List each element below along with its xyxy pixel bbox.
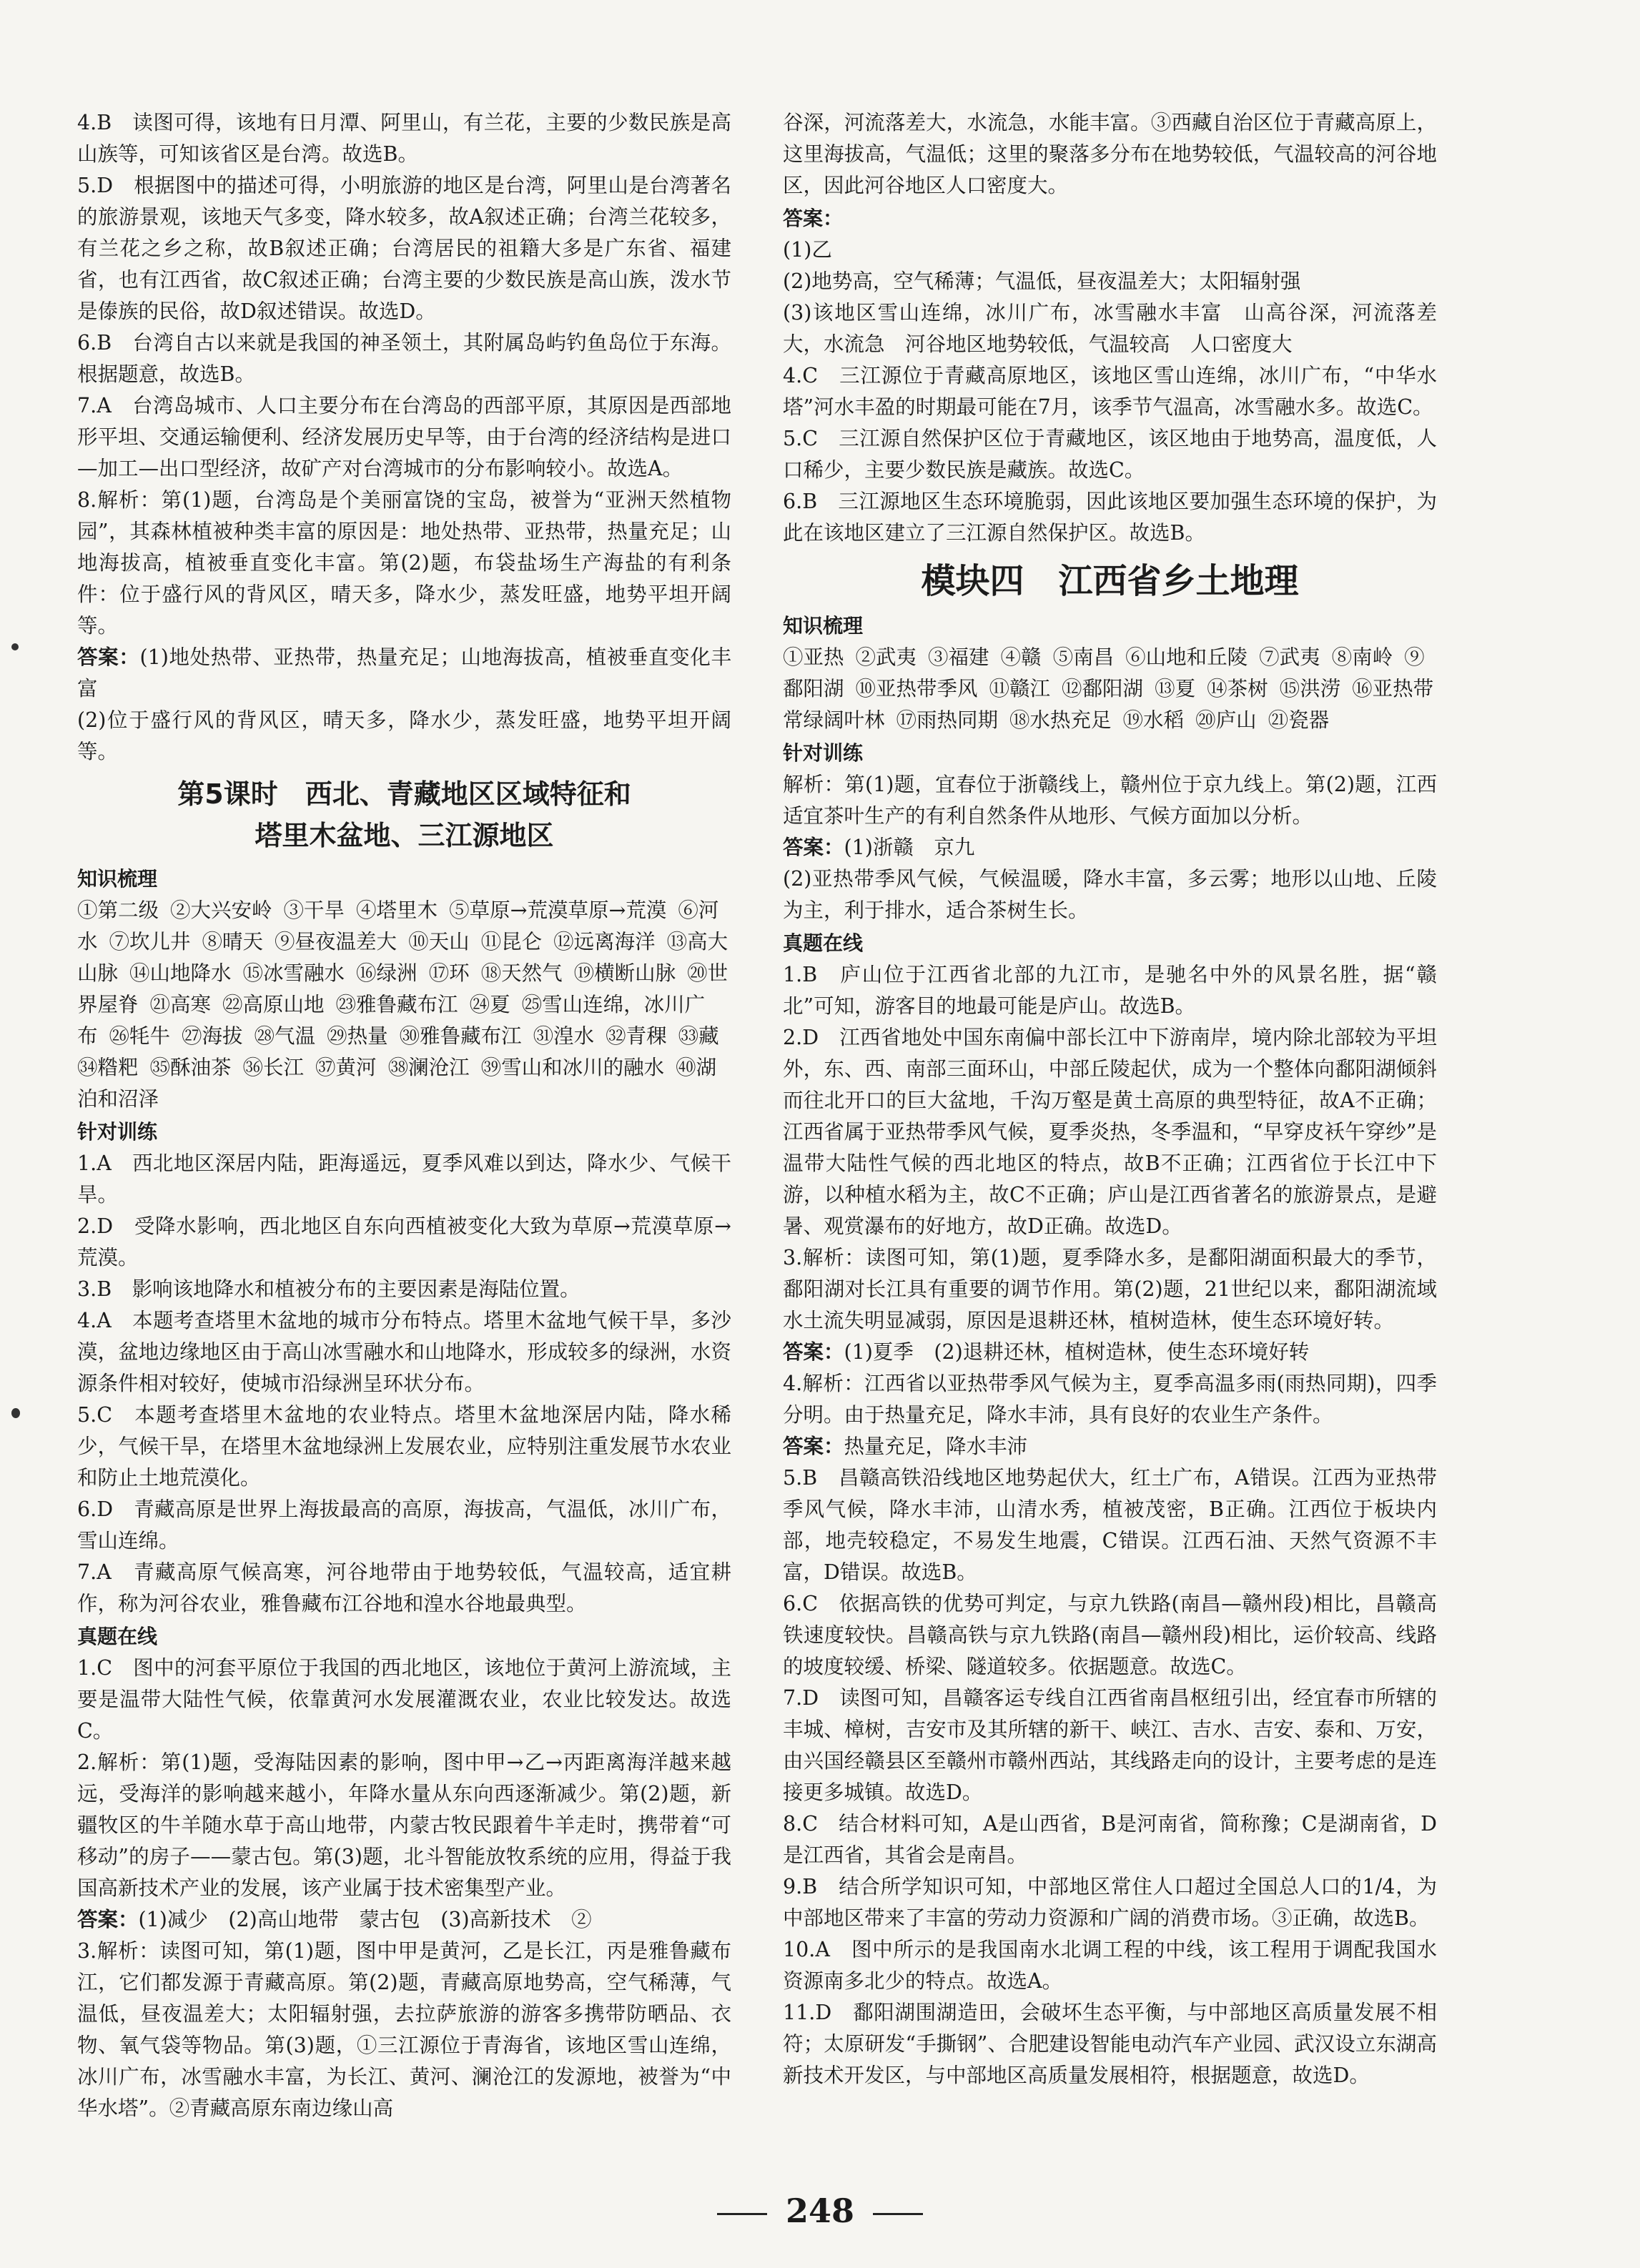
kp-item: ⑲水稻 — [1122, 708, 1185, 732]
kp-item: ㉕雪山连绵，冰川广布 — [77, 993, 706, 1048]
kp-item: ㉗海拔 — [182, 1024, 243, 1048]
kp-item: ⑲横断山脉 — [573, 961, 676, 985]
answer-item: 10.A 图中所示的是我国南水北调工程的中线，该工程用于调配我国水资源南多北少的特点。故选A。 — [783, 1938, 1437, 1993]
kp-item: ⑭茶树 — [1207, 677, 1268, 700]
kp-item: ㉚雅鲁藏布江 — [399, 1024, 522, 1048]
answer-item: 谷深，河流落差大，水流急，水能丰富。③西藏自治区位于青藏高原上，这里海拔高，气温低；这里的聚落多分布在地势较低，气温较高的河谷地区，因此河谷地区人口密度大。 — [783, 111, 1437, 197]
section-heading: 知识梳理 — [783, 614, 864, 638]
answer-item: 2.解析：第(1)题，受海陆因素的影响，图中甲→乙→丙距离海洋越来越远，受海洋的影响越来越小，年降水量从东向西逐渐减少。第(2)题，新疆牧区的牛羊随水草于高山地带，内蒙古牧民跟着牛羊走时，携带着“可移动”的房子——蒙古包。第(3)题，北斗智能放牧系统的应用，得益于我国高新技术产业的发展，该产业属于技术密集型产业。 — [77, 1750, 731, 1900]
kp-item: ㉘气温 — [254, 1024, 316, 1048]
kp-item: ㊴雪山和冰川的融水 — [480, 1056, 665, 1079]
kp-item: ④塔里木 — [356, 898, 438, 922]
lesson-title — [77, 773, 731, 856]
answer-item: 9.B 结合所学知识可知，中部地区常住人口超过全国总人口的1/4，为中部地区带来了丰富的劳动力资源和广阔的消费市场。③正确，故选B。 — [783, 1875, 1437, 1930]
answer-item: 4.解析：江西省以亚热带季风气候为主，夏季高温多雨(雨热同期)，四季分明。由于热量充足，降水丰沛，具有良好的农业生产条件。 — [783, 1372, 1437, 1427]
answer-block — [783, 1337, 1437, 1368]
kp-item: ⑦武夷 — [1259, 645, 1320, 669]
answer-item: 3.解析：读图可知，第(1)题，夏季降水多，是鄱阳湖面积最大的季节，鄱阳湖对长江具有重要的调节作用。第(2)题，21世纪以来，鄱阳湖流域水土流失明显减弱，原因是退耕还林，植树造林，使生态环境好转。 — [783, 1246, 1437, 1332]
answer-item: 6.B 三江源地区生态环境脆弱，因此该地区要加强生态环境的保护，为此在该地区建立了三江源自然保护区。故选B。 — [783, 490, 1437, 545]
answer-item: 2.D 受降水影响，西北地区自东向西植被变化大致为草原→荒漠草原→荒漠。 — [77, 1214, 731, 1269]
kp-item: ⑪昆仑 — [480, 930, 543, 954]
answer-item: 6.C 依据高铁的优势可判定，与京九铁路(南昌—赣州段)相比，昌赣高铁速度较快。昌赣高铁与京九铁路(南昌—赣州段)相比，运价较高、线路的坡度较缓、桥梁、隧道较多。依据题意。故选C。 — [783, 1592, 1437, 1678]
answer-item: 解析：第(1)题，宜春位于浙赣线上，赣州位于京九线上。第(2)题，江西适宜茶叶生产的有利自然条件从地形、气候方面加以分析。 — [783, 773, 1437, 828]
answer-item: 4.B 读图可得，该地有日月潭、阿里山，有兰花，主要的少数民族是高山族等，可知该省区是台湾。故选B。 — [77, 111, 731, 166]
scan-speck — [11, 643, 19, 650]
kp-item: ㉛湟水 — [533, 1024, 595, 1048]
kp-item: ㉟酥油茶 — [149, 1056, 232, 1079]
kp-item: ⑩亚热带季风 — [855, 677, 978, 700]
kp-item: ③福建 — [928, 645, 989, 669]
kp-item: ⑱天然气 — [480, 961, 563, 985]
answer-label: 答案： — [783, 1435, 844, 1458]
kp-item: ㉜青稞 — [606, 1024, 667, 1048]
kp-item: ㉑瓷器 — [1268, 708, 1330, 732]
kp-item: ③干旱 — [283, 898, 345, 922]
kp-item: ⑰雨热同期 — [896, 708, 999, 732]
kp-item: ②大兴安岭 — [170, 898, 272, 922]
kp-item: ⑬夏 — [1155, 677, 1196, 700]
scan-speck — [11, 1408, 20, 1418]
right-column — [783, 107, 1437, 2091]
kp-item: ㉒高原山地 — [222, 993, 325, 1016]
answer-item: 8.解析：第(1)题，台湾岛是个美丽富饶的宝岛，被誉为“亚洲天然植物园”，其森林植被种类丰富的原因是：地处热带、亚热带，热量充足；山地海拔高，植被垂直变化丰富。第(2)题，布袋盐场生产海盐的有利条件：位于盛行风的背风区，晴天多，降水少，蒸发旺盛，地势平坦开阔等。 — [77, 488, 731, 638]
kp-item: ㉞糌粑 — [77, 1056, 139, 1079]
kp-item: ㉙热量 — [327, 1024, 388, 1048]
kp-item: ⑮洪涝 — [1279, 677, 1341, 700]
answer-text: (1)夏季 (2)退耕还林，植树造林，使生态环境好转 — [844, 1340, 1310, 1364]
answer-item: 1.B 庐山位于江西省北部的九江市，是驰名中外的风景名胜，据“赣北”可知，游客目的地最可能是庐山。故选B。 — [783, 963, 1437, 1018]
answer-item: 6.B 台湾自古以来就是我国的神圣领土，其附属岛屿钓鱼岛位于东海。根据题意，故选B。 — [77, 331, 731, 386]
kp-item: ⑳庐山 — [1195, 708, 1257, 732]
kp-item: ⑱水热充足 — [1009, 708, 1112, 732]
answer-text: (3)该地区雪山连绵，冰川广布，冰雪融水丰富 山高谷深，河流落差大，水流急 河谷地区地势较低，气温较高 人口密度大 — [783, 301, 1437, 356]
answer-item: 8.C 结合材料可知，A是山西省，B是河南省，简称豫；C是湖南省，D是江西省，其省会是南昌。 — [783, 1812, 1437, 1867]
kp-item: ①第二级 — [77, 898, 159, 922]
answer-block — [77, 642, 731, 705]
answer-item: 5.B 昌赣高铁沿线地区地势起伏大，红土广布，A错误。江西为亚热带季风气候，降水丰沛，山清水秀，植被茂密，B正确。江西位于板块内部，地壳较稳定，不易发生地震，C错误。江西石油、天然气资源不丰富，D错误。故选B。 — [783, 1466, 1437, 1584]
answer-item: 7.D 读图可知，昌赣客运专线自江西省南昌枢纽引出，经宜春市所辖的丰城、樟树，吉安市及其所辖的新干、峡江、吉水、吉安、泰和、万安，由兴国经赣县区至赣州市赣州西站，其线路走向的设计，主要考虑的是连接更多城镇。故选D。 — [783, 1686, 1437, 1804]
answer-item: 11.D 鄱阳湖围湖造田，会破坏生态平衡，与中部地区高质量发展不相符；太原研发“手撕钢”、合肥建设智能电动汽车产业园、武汉设立东湖高新技术开发区，与中部地区高质量发展相符，根据题意，故选D。 — [783, 2001, 1437, 2087]
answer-item: 4.C 三江源位于青藏高原地区，该地区雪山连绵，冰川广布，“中华水塔”河水丰盈的时期最可能在7月，该季节气温高，冰雪融水多。故选C。 — [783, 364, 1437, 419]
kp-item: ㉑高寒 — [149, 993, 212, 1016]
answer-item: 1.C 图中的河套平原位于我国的西北地区，该地位于黄河上游流域，主要是温带大陆性气候，依靠黄河水发展灌溉农业，农业比较发达。故选C。 — [77, 1656, 731, 1743]
kp-item: ⑫鄱阳湖 — [1062, 677, 1144, 700]
answer-text: (1)减少 (2)高山地带 蒙古包 (3)高新技术 ② — [138, 1908, 592, 1931]
kp-item: ⑭山地降水 — [129, 961, 232, 985]
knowledge-points — [783, 642, 1437, 736]
kp-item: ⑥山地和丘陵 — [1125, 645, 1248, 669]
kp-item: ⑦坎儿井 — [109, 930, 191, 954]
kp-item: ⑤草原→荒漠草原→荒漠 — [449, 898, 667, 922]
knowledge-points — [77, 895, 731, 1115]
kp-item: ㊵湖泊和沼泽 — [77, 1056, 717, 1111]
answer-item: 5.C 三江源自然保护区位于青藏地区，该区地由于地势高，温度低，人口稀少，主要少数民族是藏族。故选C。 — [783, 427, 1437, 482]
answer-label: 答案： — [77, 645, 140, 669]
answer-label: 答案： — [783, 207, 844, 230]
kp-item: ⑨昼夜温差大 — [275, 930, 397, 954]
page-number-dash — [717, 2213, 767, 2215]
kp-item: ⑫远离海洋 — [553, 930, 656, 954]
kp-item: ⑯绿洲 — [356, 961, 418, 985]
kp-item: ②武夷 — [855, 645, 917, 669]
answer-text: 热量充足，降水丰沛 — [844, 1435, 1028, 1458]
page-number-text: 248 — [785, 2192, 855, 2230]
kp-item: ⑩天山 — [408, 930, 470, 954]
section-heading: 针对训练 — [77, 1120, 158, 1144]
answer-item: 2.D 江西省地处中国东南偏中部长江中下游南岸，境内除北部较为平坦外，东、西、南部三面环山，中部丘陵起伏，成为一个整体向鄱阳湖倾斜而往北开口的巨大盆地，千沟万壑是黄土高原的典型特征，故A不正确；江西省属于亚热带季风气候，夏季炎热，冬季温和，“早穿皮袄午穿纱”是温带大陆性气候的西北地区的特点，故B不正确；江西省位于长江中下游，以种植水稻为主，故C不正确；庐山是江西省著名的旅游景点，是避暑、观赏瀑布的好地方，故D正确。故选D。 — [783, 1026, 1437, 1238]
kp-item: ㊲黄河 — [315, 1056, 377, 1079]
answer-block — [783, 832, 1437, 863]
answer-text: (1)浙赣 京九 — [844, 836, 975, 859]
answer-block — [783, 1431, 1437, 1462]
kp-item: ⑪赣江 — [989, 677, 1051, 700]
kp-item: ⑰环 — [428, 961, 470, 985]
answer-item: 1.A 西北地区深居内陆，距海遥远，夏季风难以到达，降水少、气候干旱。 — [77, 1152, 731, 1207]
kp-item: ㉖牦牛 — [109, 1024, 171, 1048]
answer-label: 答案： — [77, 1908, 139, 1931]
module-title: 模块四 江西省乡土地理 — [921, 561, 1299, 601]
answer-item: 5.C 本题考查塔里木盆地的农业特点。塔里木盆地深居内陆，降水稀少，气候干旱，在塔里木盆地绿洲上发展农业，应特别注重发展节水农业和防止土地荒漠化。 — [77, 1403, 731, 1490]
answer-block — [77, 1904, 731, 1936]
answer-item: 7.A 台湾岛城市、人口主要分布在台湾岛的西部平原，其原因是西部地形平坦、交通运输便利、经济发展历史早等，由于台湾的经济结构是进口—加工—出口型经济，故矿产对台湾城市的分布影响较小。故选A。 — [77, 394, 731, 480]
kp-item: ⑧晴天 — [202, 930, 264, 954]
kp-item: ⑳世界屋脊 — [77, 961, 728, 1016]
page-number-dash — [873, 2213, 923, 2215]
section-heading: 针对训练 — [783, 741, 864, 765]
kp-item: ㊳澜沧江 — [387, 1056, 470, 1079]
kp-item: ⑧南岭 — [1331, 645, 1393, 669]
answer-text: (1)地处热带、亚热带，热量充足；山地海拔高，植被垂直变化丰富 — [77, 645, 731, 700]
answer-item: 3.解析：读图可知，第(1)题，图中甲是黄河，乙是长江，丙是雅鲁藏布江，它们都发源于青藏高原。第(2)题，青藏高原地势高，空气稀薄，气温低，昼夜温差大；太阳辐射强，去拉萨旅游的游客多携带防晒品、衣物、氧气袋等物品。第(3)题，①三江源位于青海省，该地区雪山连绵，冰川广布，冰雪融水丰富，为长江、黄河、澜沧江的发源地，被誉为“中华水塔”。②青藏高原东南边缘山高 — [77, 1939, 731, 2120]
lesson-title-line: 塔里木盆地、三江源地区 — [255, 820, 554, 851]
kp-item: ㉓雅鲁藏布江 — [335, 993, 458, 1016]
kp-item: ④赣 — [1000, 645, 1042, 669]
answer-item: 7.A 青藏高原气候高寒，河谷地带由于地势较低，气温较高，适宜耕作，称为河谷农业，雅鲁藏布江谷地和湟水谷地最典型。 — [77, 1560, 731, 1615]
kp-item: ㉝藏 — [678, 1024, 719, 1048]
left-column — [77, 107, 731, 2124]
answer-item: 4.A 本题考查塔里木盆地的城市分布特点。塔里木盆地气候干旱，多沙漠，盆地边缘地区由于高山冰雪融水和山地降水，形成较多的绿洲，水资源条件相对较好，使城市沿绿洲呈环状分布。 — [77, 1309, 731, 1395]
kp-item: ㉔夏 — [469, 993, 510, 1016]
answer-item: 6.D 青藏高原是世界上海拔最高的高原，海拔高，气温低，冰川广布，雪山连绵。 — [77, 1497, 731, 1553]
kp-item: ①亚热 — [783, 645, 844, 669]
lesson-title-line: 第5课时 西北、青藏地区区域特征和 — [177, 778, 631, 810]
answer-text: (1)乙 — [783, 238, 832, 262]
kp-item: ⑮冰雪融水 — [242, 961, 345, 985]
answer-text: (2)亚热带季风气候，气候温暖，降水丰富，多云雾；地形以山地、丘陵为主，利于排水，适合茶树生长。 — [783, 867, 1437, 922]
section-heading: 真题在线 — [77, 1625, 158, 1648]
kp-item: ⑥河水 — [77, 898, 719, 954]
answer-label: 答案： — [783, 836, 844, 859]
kp-item: ㊱长江 — [242, 1056, 305, 1079]
answer-text: (2)位于盛行风的背风区，晴天多，降水少，蒸发旺盛，地势平坦开阔等。 — [77, 708, 731, 763]
section-heading: 真题在线 — [783, 931, 864, 955]
answer-label: 答案： — [783, 1340, 844, 1364]
kp-item: ⑬高大山脉 — [77, 930, 728, 985]
kp-item: ⑨鄱阳湖 — [783, 645, 1425, 700]
page-number — [0, 2192, 1640, 2230]
kp-item: ⑯亚热带常绿阔叶林 — [783, 677, 1434, 732]
answer-item: 3.B 影响该地降水和植被分布的主要因素是海陆位置。 — [77, 1277, 581, 1301]
answer-item: 5.D 根据图中的描述可得，小明旅游的地区是台湾，阿里山是台湾著名的旅游景观，该地天气多变，降水较多，故A叙述正确；台湾兰花较多，有兰花之乡之称，故B叙述正确；台湾居民的祖籍大多是广东省、福建省，也有江西省，故C叙述正确；台湾主要的少数民族是高山族，泼水节是傣族的民俗，故D叙述错误。故选D。 — [77, 174, 731, 323]
kp-item: ⑤南昌 — [1052, 645, 1115, 669]
section-heading: 知识梳理 — [77, 867, 158, 891]
answer-text: (2)地势高，空气稀薄；气温低，昼夜温差大；太阳辐射强 — [783, 269, 1301, 293]
